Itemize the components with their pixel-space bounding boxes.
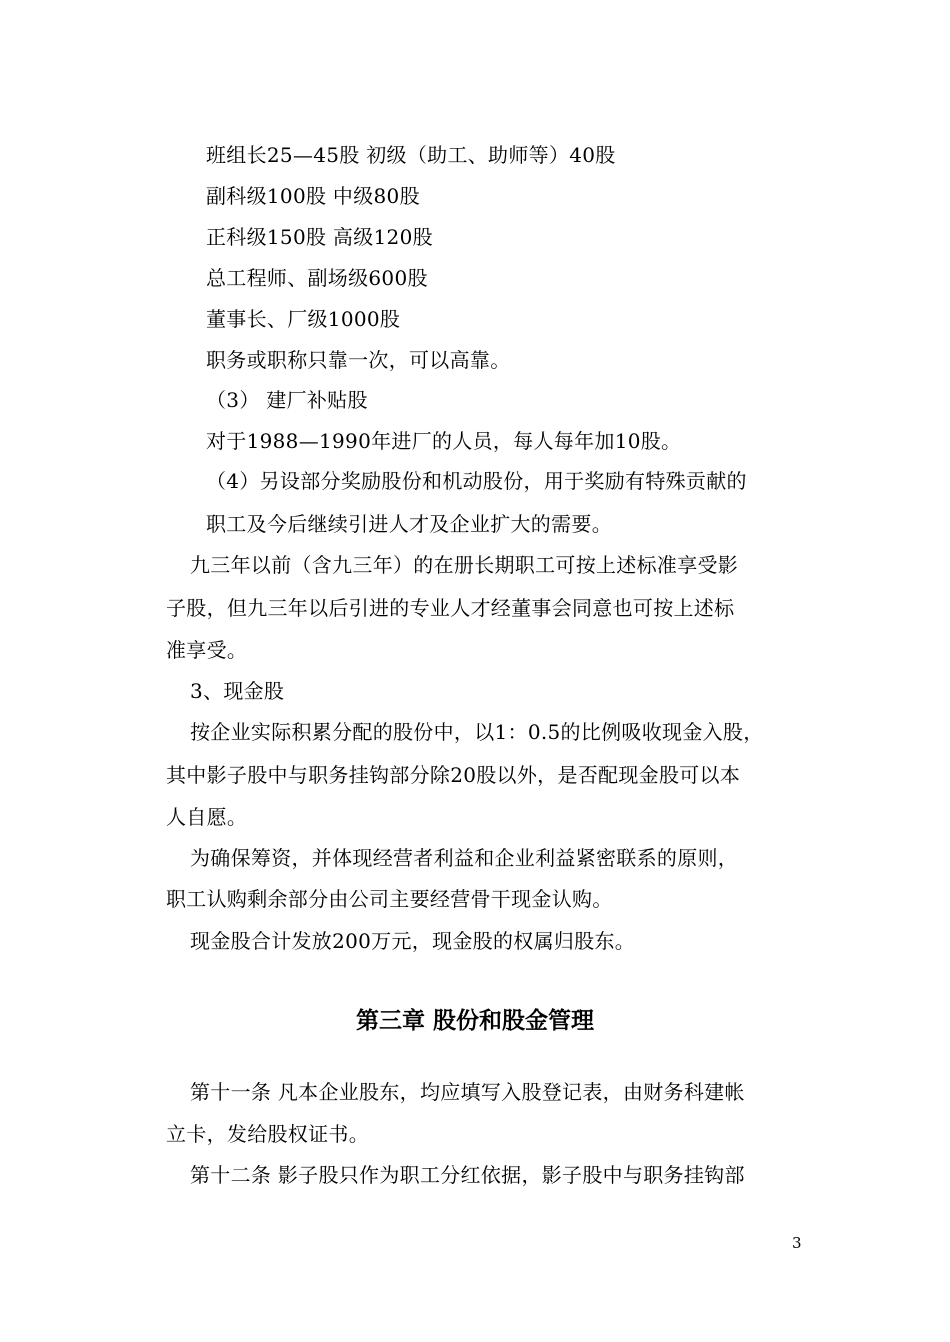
text-line: 子股，但九三年以后引进的专业人才经董事会同意也可按上述标	[166, 596, 735, 620]
text-line: 准享受。	[166, 638, 248, 662]
text-line: 人自愿。	[166, 805, 248, 829]
text-line: 职务或职称只靠一次，可以高靠。	[206, 348, 511, 372]
text-line: 班组长25—45股 初级（助工、助师等）40股	[206, 143, 616, 167]
chapter-title: 第三章 股份和股金管理	[355, 1008, 594, 1034]
text-line: 正科级150股 高级120股	[206, 225, 433, 249]
page-number: 3	[792, 1234, 802, 1252]
text-line: 按企业实际积累分配的股份中，以1：0.5的比例吸收现金入股，	[190, 720, 764, 744]
text-line: 其中影子股中与职务挂钩部分除20股以外，是否配现金股可以本	[166, 763, 741, 787]
text-line: 总工程师、副场级600股	[206, 266, 428, 290]
text-line: 对于1988—1990年进厂的人员，每人每年加10股。	[206, 429, 682, 453]
text-line: 董事长、厂级1000股	[206, 307, 401, 331]
text-line: 职工及今后继续引进人才及企业扩大的需要。	[206, 512, 612, 536]
text-line: 第十一条 凡本企业股东，均应填写入股登记表，由财务科建帐	[190, 1080, 745, 1104]
text-line: 九三年以前（含九三年）的在册长期职工可按上述标准享受影	[190, 553, 739, 577]
text-line: 副科级100股 中级80股	[206, 184, 420, 208]
text-line: （4）另设部分奖励股份和机动股份，用于奖励有特殊贡献的	[206, 469, 747, 493]
text-line: 立卡，发给股权证书。	[166, 1122, 369, 1146]
text-line: 职工认购剩余部分由公司主要经营骨干现金认购。	[166, 887, 613, 911]
text-line: 第十二条 影子股只作为职工分红依据，影子股中与职务挂钩部	[190, 1163, 745, 1187]
section-heading: 3、现金股	[190, 679, 285, 703]
text-line: （3） 建厂补贴股	[206, 388, 368, 412]
text-line: 现金股合计发放200万元，现金股的权属归股东。	[190, 929, 636, 953]
text-line: 为确保筹资，并体现经营者利益和企业利益紧密联系的原则，	[190, 846, 739, 870]
